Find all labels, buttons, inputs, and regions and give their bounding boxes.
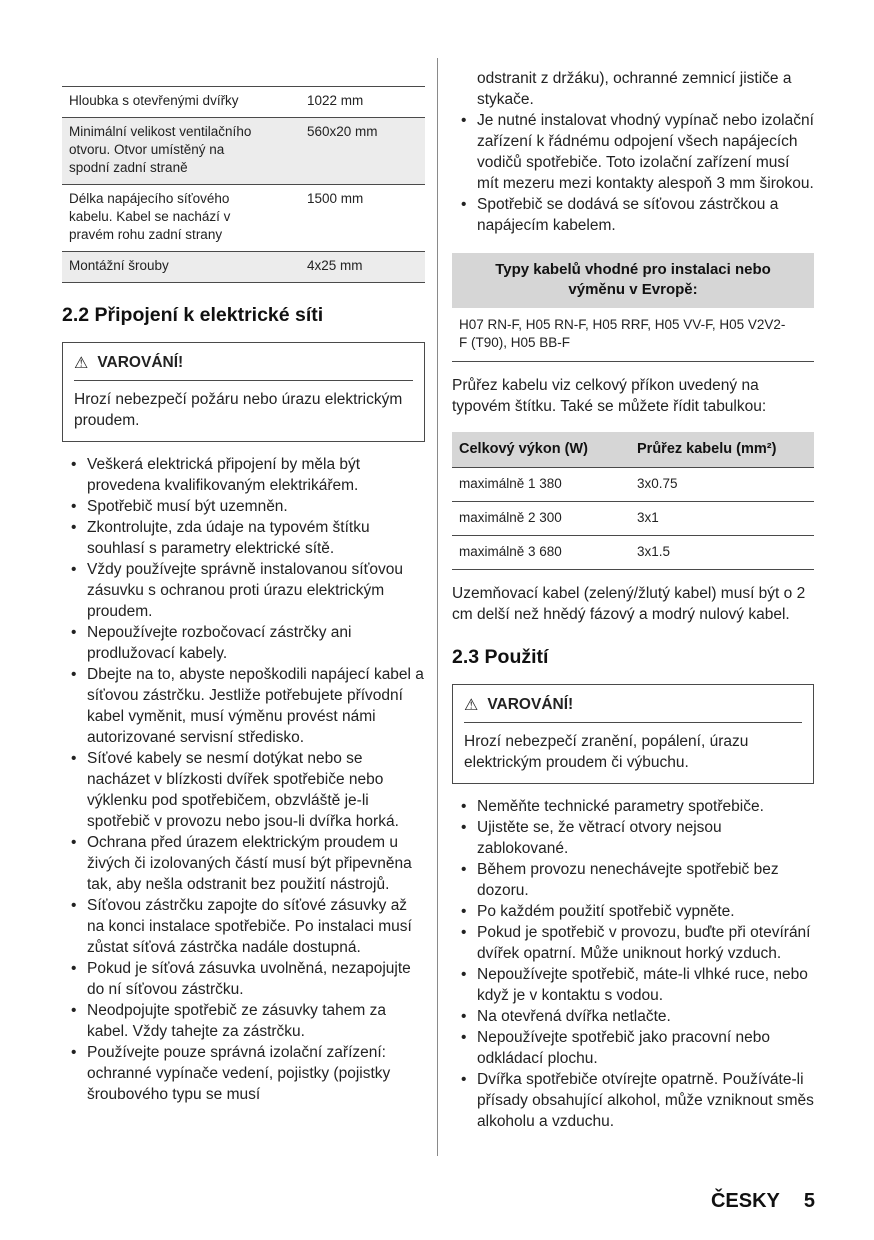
paragraph-cable-cross-section: Průřez kabelu viz celkový příkon uvedený na typovém štítku. Také se můžete řídit tabulkou: xyxy=(452,377,767,415)
paragraph-ground-cable: Uzemňovací kabel (zelený/žlutý kabel) musí být o 2 cm delší než hnědý fázový a modrý nulový kabel. xyxy=(452,585,806,623)
right-column xyxy=(452,68,814,1132)
column-header: Průřez kabelu (mm²) xyxy=(630,432,814,468)
warning-body: Hrozí nebezpečí zranění, popálení, úrazu elektrickým proudem či výbuchu. xyxy=(464,733,749,771)
list-item: • Neodpojujte spotřebič ze zásuvky tahem za kabel. Vždy tahejte za zástrčku. xyxy=(62,1000,425,1042)
spec-value: 560x20 mm xyxy=(300,118,425,185)
list-item: • Nepoužívejte spotřebič, máte-li vlhké ruce, nebo když je v kontaktu s vodou. xyxy=(452,964,814,1006)
spec-label: Délka napájecího síťového kabelu. Kabel se nachází v pravém rohu zadní strany xyxy=(62,185,300,252)
usage-bullet-list xyxy=(452,796,814,1132)
footer-language-label: ČESKY xyxy=(710,1190,780,1212)
list-item: • Síťové kabely se nesmí dotýkat nebo se nacházet v blízkosti dvířek spotřebiče nebo výklenku pod spotřebičem, obzvláště je-li spotřebič v provozu nebo jsou-li dvířka horká. xyxy=(62,748,425,832)
left-column xyxy=(62,86,425,1105)
column-header: Celkový výkon (W) xyxy=(452,432,630,468)
list-item: • Na otevřená dvířka netlačte. xyxy=(452,1006,814,1027)
list-item: • Veškerá elektrická připojení by měla být provedena kvalifikovaným elektrikářem. xyxy=(62,454,425,496)
table-row xyxy=(452,468,814,502)
warning-title: VAROVÁNÍ! xyxy=(97,354,184,371)
warning-body: Hrozí nebezpečí požáru nebo úrazu elektrickým proudem. xyxy=(74,391,403,429)
safety-bullet-list xyxy=(62,454,425,1105)
list-item: • Spotřebič musí být uzemněn. xyxy=(62,496,425,517)
table-row xyxy=(452,502,814,536)
list-item: • Nepoužívejte rozbočovací zástrčky ani prodlužovací kabely. xyxy=(62,622,425,664)
list-item: • Během provozu nenechávejte spotřebič bez dozoru. xyxy=(452,859,814,901)
table-row xyxy=(452,536,814,570)
list-item: • Dbejte na to, abyste nepoškodili napájecí kabel a síťovou zástrčku. Jestliže potřebujete přívodní kabel vyměnit, musí výměnu provést námi autorizované servisní středisko. xyxy=(62,664,425,748)
list-item: • Neměňte technické parametry spotřebiče. xyxy=(452,796,814,817)
list-item: • Síťovou zástrčku zapojte do síťové zásuvky až na konci instalace spotřebiče. Po instalaci musí zůstat síťová zástrčka nadále dostupná. xyxy=(62,895,425,958)
table-row xyxy=(62,118,425,185)
warning-title: VAROVÁNÍ! xyxy=(487,696,574,713)
column-divider xyxy=(437,58,438,1156)
table-cell: maximálně 3 680 xyxy=(452,536,630,570)
list-item: • Pokud je síťová zásuvka uvolněná, nezapojujte do ní síťovou zástrčku. xyxy=(62,958,425,1000)
spec-value: 1022 mm xyxy=(300,87,425,118)
table-row xyxy=(62,252,425,283)
spec-label: Montážní šrouby xyxy=(62,252,300,283)
page-footer xyxy=(711,1190,815,1213)
table-cell: 3x0.75 xyxy=(630,468,814,502)
spec-value: 4x25 mm xyxy=(300,252,425,283)
list-item: • Vždy používejte správně instalovanou síťovou zásuvku s ochranou proti úrazu elektrickým proudem. xyxy=(62,559,425,622)
table-cell: 3x1.5 xyxy=(630,536,814,570)
warning-box xyxy=(452,684,814,784)
warning-box xyxy=(62,342,425,442)
continued-bullet-text: odstranit z držáku), ochranné zemnicí jističe a stykače. xyxy=(477,70,792,108)
list-item: • Zkontrolujte, zda údaje na typovém štítku souhlasí s parametry elektrické sítě. xyxy=(62,517,425,559)
table-row xyxy=(62,87,425,118)
table-cell: 3x1 xyxy=(630,502,814,536)
list-item: • Používejte pouze správná izolační zařízení: ochranné vypínače vedení, pojistky (pojistky šroubového typu se musí xyxy=(62,1042,425,1105)
table-cell: maximálně 2 300 xyxy=(452,502,630,536)
section-title-use: 2.3 Použití xyxy=(452,646,549,668)
table-header-row xyxy=(452,432,814,468)
list-item: • Pokud je spotřebič v provozu, buďte při otevírání dvířek opatrní. Může uniknout horký vzduch. xyxy=(452,922,814,964)
safety-bullet-list xyxy=(452,110,814,236)
cable-types-list: H07 RN-F, H05 RN-F, H05 RRF, H05 VV-F, H05 V2V2-F (T90), H05 BB-F xyxy=(452,308,814,362)
installation-specs-table xyxy=(62,86,425,283)
spec-value: 1500 mm xyxy=(300,185,425,252)
cable-types-header: Typy kabelů vhodné pro instalaci nebo výměnu v Evropě: xyxy=(452,253,814,308)
warning-triangle-icon: ⚠ xyxy=(74,352,89,372)
power-cross-section-table xyxy=(452,432,814,570)
list-item: • Ochrana před úrazem elektrickým proudem u živých či izolovaných částí musí být připevněna tak, aby nešla odstranit bez použití nástrojů. xyxy=(62,832,425,895)
list-item: • Dvířka spotřebiče otvírejte opatrně. Používáte-li přísady obsahující alkohol, může vzniknout směs alkoholu a vzduchu. xyxy=(452,1069,814,1132)
list-item: • Je nutné instalovat vhodný vypínač nebo izolační zařízení k řádnému odpojení všech napájecích vodičů spotřebiče. Toto izolační zařízení musí mít mezeru mezi kontakty alespoň 3 mm širokou. xyxy=(452,110,814,194)
list-item: • Po každém použití spotřebič vypněte. xyxy=(452,901,814,922)
section-title-electrical-connection: 2.2 Připojení k elektrické síti xyxy=(62,304,324,326)
warning-title-row xyxy=(464,694,802,723)
list-item: • Spotřebič se dodává se síťovou zástrčkou a napájecím kabelem. xyxy=(452,194,814,236)
warning-title-row xyxy=(74,352,413,381)
cable-types-table xyxy=(452,253,814,362)
list-item: • Nepoužívejte spotřebič jako pracovní nebo odkládací plochu. xyxy=(452,1027,814,1069)
table-cell: maximálně 1 380 xyxy=(452,468,630,502)
table-row xyxy=(62,185,425,252)
spec-label: Hloubka s otevřenými dvířky xyxy=(62,87,300,118)
list-item: • Ujistěte se, že větrací otvory nejsou zablokované. xyxy=(452,817,814,859)
spec-label: Minimální velikost ventilačního otvoru. Otvor umístěný na spodní zadní straně xyxy=(62,118,300,185)
warning-triangle-icon: ⚠ xyxy=(464,694,479,714)
footer-page-number: 5 xyxy=(803,1190,815,1212)
